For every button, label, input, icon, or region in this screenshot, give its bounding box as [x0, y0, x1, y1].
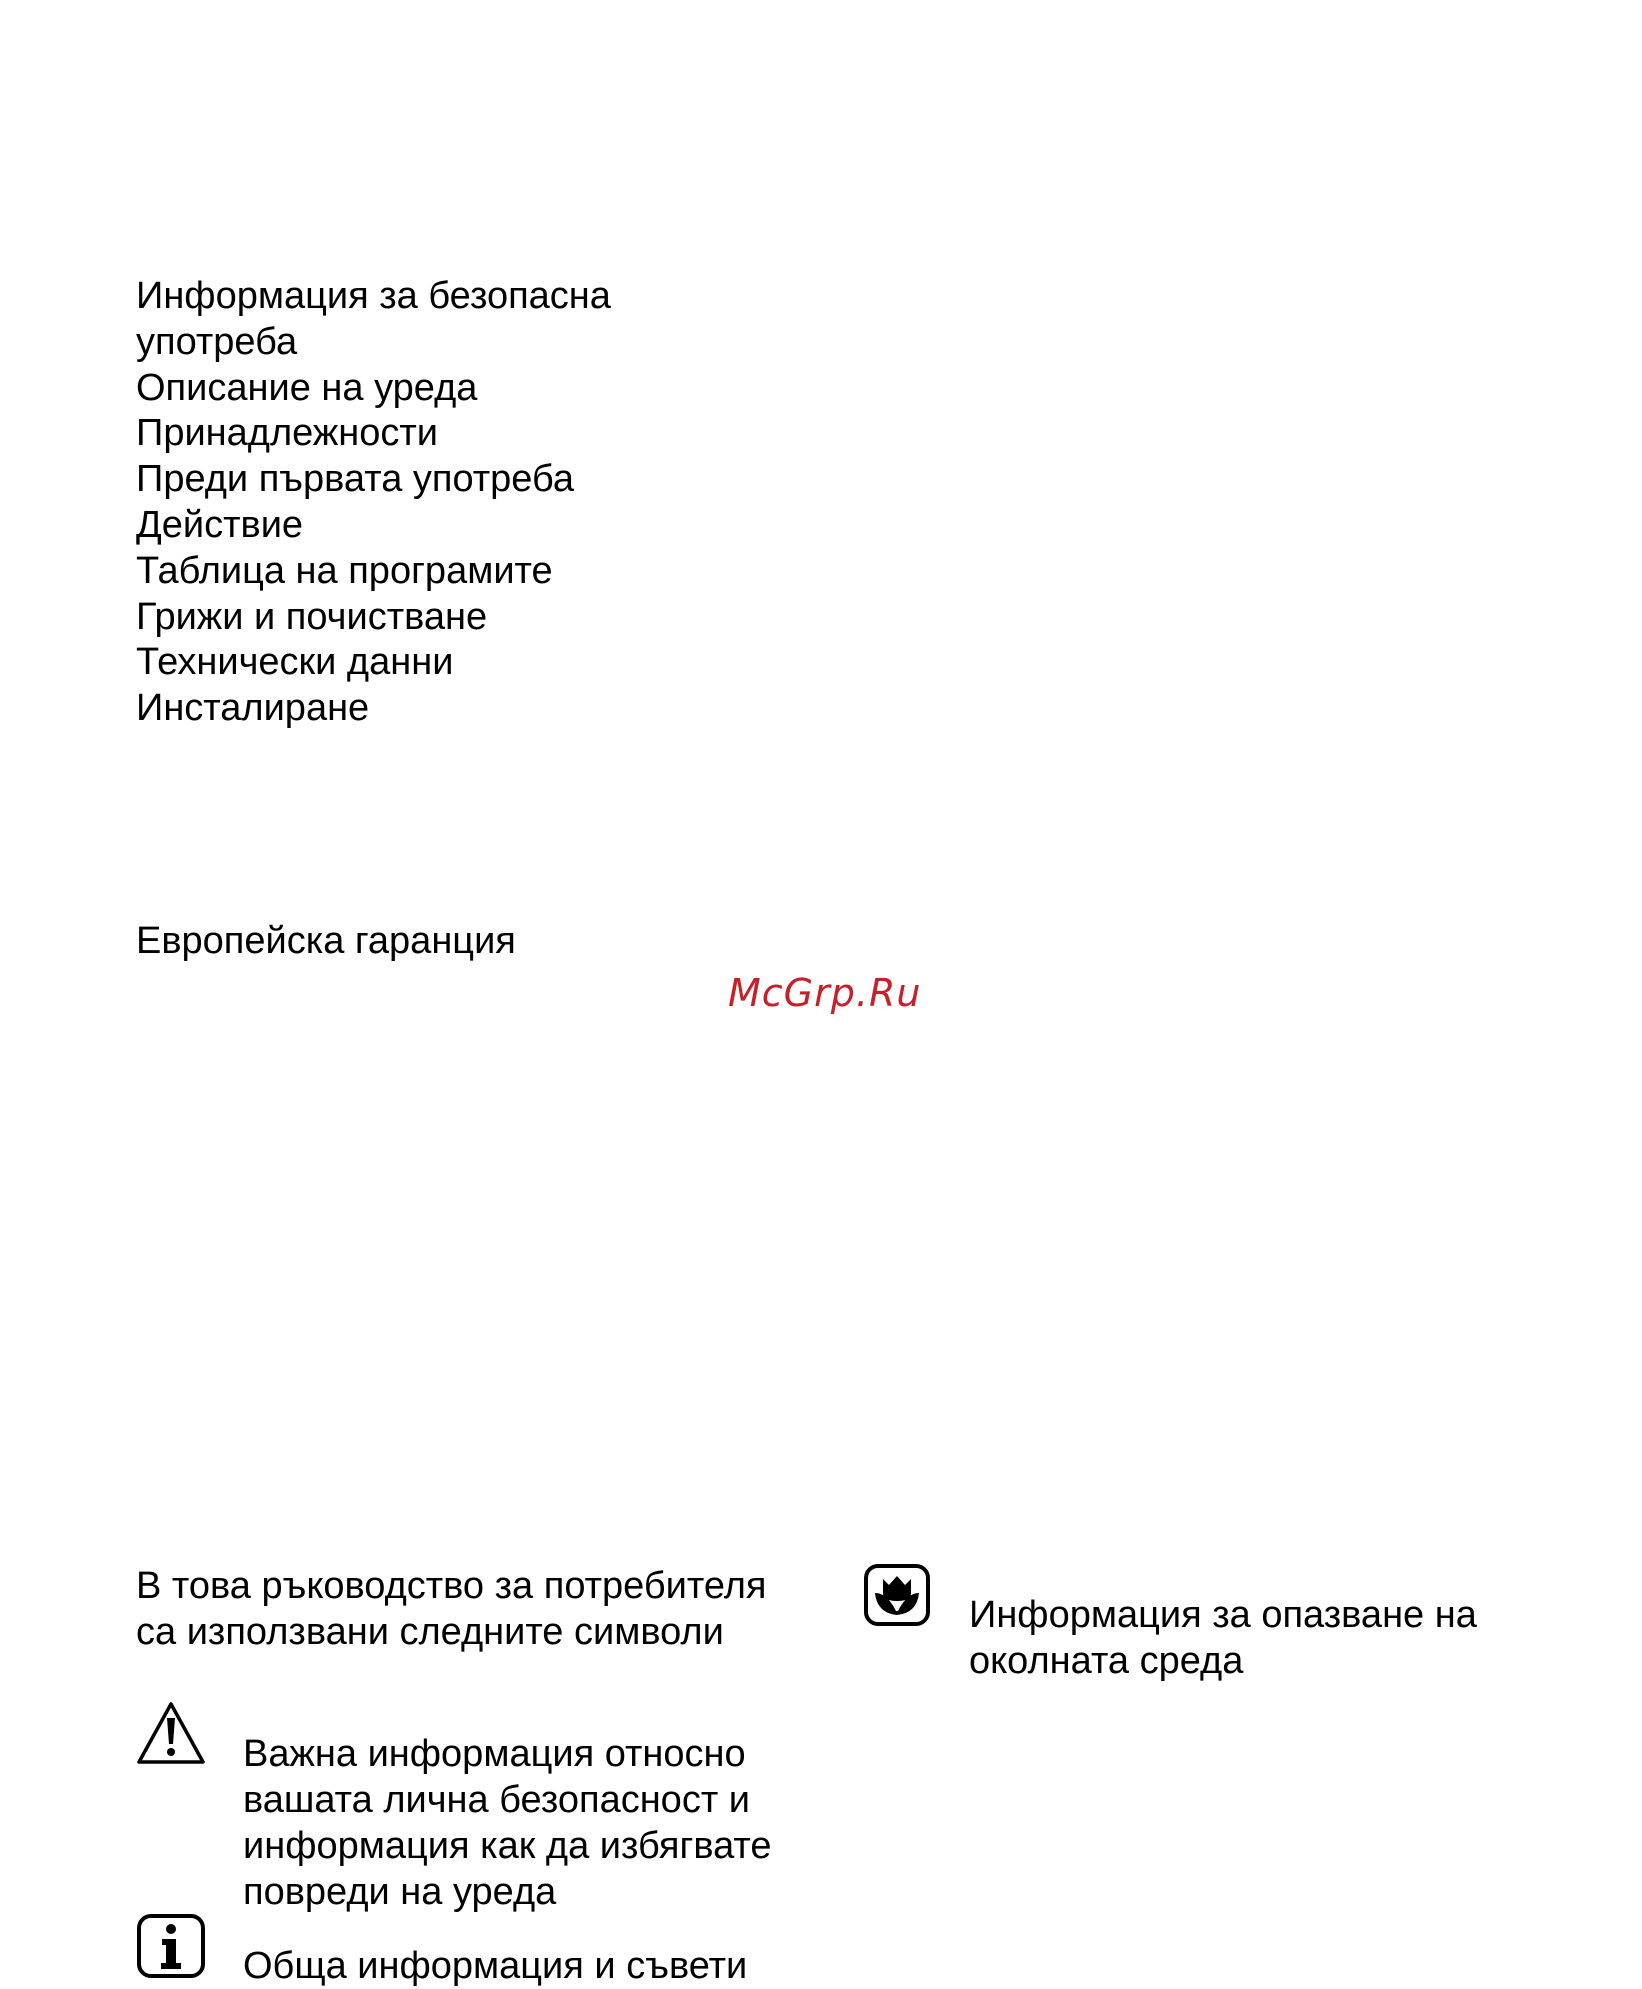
toc-item: Грижи и почистване [136, 595, 488, 638]
table-of-contents [136, 274, 611, 732]
warning-line: вашата лична безопасност и [243, 1779, 751, 1821]
warning-line: информация как да избягвате [243, 1825, 772, 1867]
toc-item: Технически данни [136, 641, 454, 684]
toc-item: Преди първата употреба [136, 458, 575, 501]
toc-item: употреба [136, 320, 298, 363]
environment-description [969, 1592, 1477, 1684]
symbols-intro-line: са използвани следните символи [136, 1611, 724, 1653]
info-description [243, 1943, 747, 1989]
watermark-text: McGrp.Ru [728, 971, 922, 1015]
environment-line: околната среда [969, 1640, 1244, 1682]
toc-item: Описание на уреда [136, 366, 478, 409]
info-icon [136, 1913, 206, 1979]
warning-triangle-icon [136, 1700, 206, 1766]
toc-item: Действие [136, 503, 304, 546]
toc-item: Информация за безопасна [136, 275, 611, 317]
environment-line: Информация за опазване на [969, 1594, 1477, 1636]
symbols-intro [136, 1563, 816, 1655]
toc-item: Принадлежности [136, 412, 439, 455]
info-line: Обща информация и съвети [243, 1945, 748, 1987]
symbols-intro-line: В това ръководство за потребителя [136, 1565, 767, 1607]
warning-line: повреди на уреда [243, 1871, 557, 1913]
toc-item: Инсталиране [136, 687, 370, 730]
toc-item: Таблица на програмите [136, 549, 553, 592]
warning-description [243, 1731, 772, 1915]
warning-line: Важна информация относно [243, 1733, 746, 1775]
environment-flower-icon [863, 1563, 931, 1627]
toc-item-warranty: Европейска гаранция [136, 920, 516, 962]
